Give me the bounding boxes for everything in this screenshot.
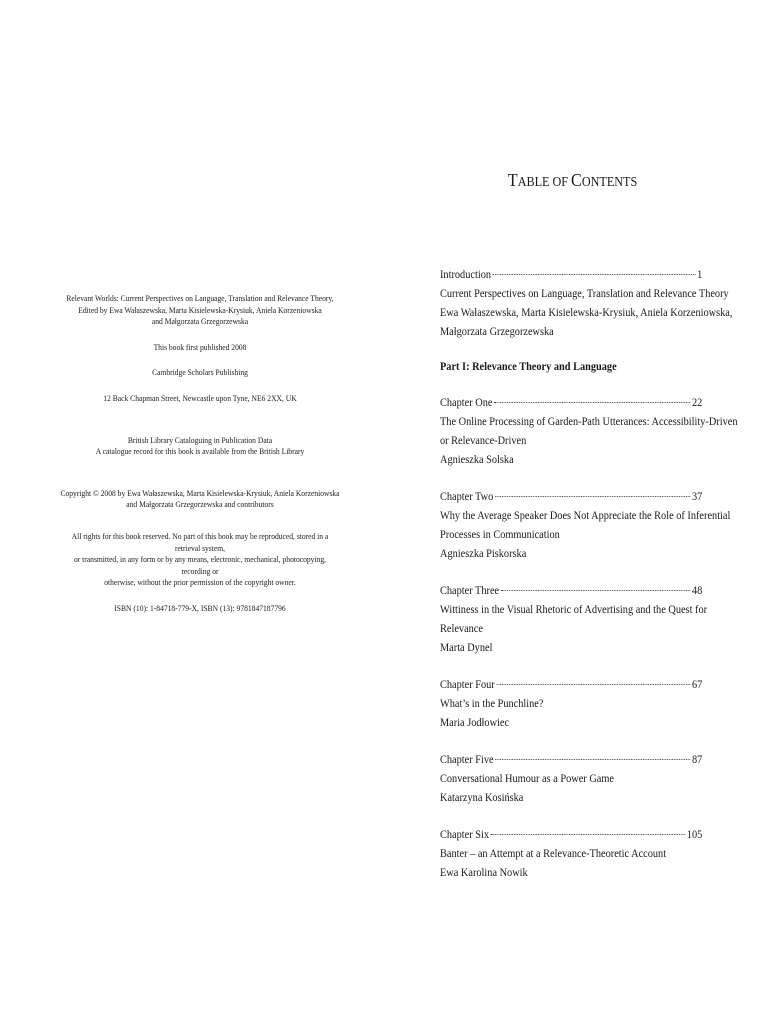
dot-leader xyxy=(501,590,690,591)
dot-leader xyxy=(493,274,696,275)
toc-entry-title: What’s in the Punchline? xyxy=(440,696,544,710)
first-published: This book first published 2008 xyxy=(153,341,247,352)
toc-page-number: 22 xyxy=(691,395,703,409)
toc-entry-title: Wittiness in the Visual Rhetoric of Advertising and the Quest for xyxy=(440,602,708,616)
toc-entry-author: Marta Dynel xyxy=(440,640,493,654)
toc-entry-label: Chapter Five xyxy=(440,752,494,766)
dot-leader xyxy=(491,834,685,835)
toc-entry-chapter[interactable] xyxy=(440,825,702,882)
cataloguing-line: British Library Cataloguing in Publication Data xyxy=(127,434,273,445)
toc-entry-title: Banter – an Attempt at a Relevance-Theoretic Account xyxy=(440,846,667,860)
toc-entry-title: Current Perspectives on Language, Translation and Relevance Theory xyxy=(440,286,729,300)
toc-entry-chapter[interactable] xyxy=(440,675,702,732)
toc-entry-label: Chapter Six xyxy=(440,827,490,841)
dot-leader xyxy=(495,759,690,760)
toc-entry-title: or Relevance-Driven xyxy=(440,433,527,447)
toc-entry-heading xyxy=(440,581,702,600)
toc-entry-heading xyxy=(440,750,702,769)
toc-entry-author: Maria Jodłowiec xyxy=(440,715,510,729)
toc-entry-label: Chapter Two xyxy=(440,489,494,503)
toc-page-number: 1 xyxy=(697,267,703,281)
toc-entry-chapter[interactable] xyxy=(440,581,708,657)
publisher-address: 12 Back Chapman Street, Newcastle upon Tyne, NE6 2XX, UK xyxy=(103,392,297,403)
toc-entry-label: Chapter One xyxy=(440,395,493,409)
toc-entry-introduction[interactable] xyxy=(440,265,733,341)
toc-entry-author: Agnieszka Piskorska xyxy=(440,546,527,560)
toc-entry-author: Ewa Karolina Nowik xyxy=(440,865,528,879)
toc-entry-author: Ewa Wałaszewska, Marta Kisielewska-Krysiuk, Aniela Korzeniowska, xyxy=(440,305,733,319)
toc-page-number: 87 xyxy=(691,752,703,766)
copyright-line: and Małgorzata Grzegorzewska and contributors xyxy=(126,499,274,510)
publisher: Cambridge Scholars Publishing xyxy=(152,367,248,378)
toc-entry-heading xyxy=(440,393,702,412)
rights-line: otherwise, without the prior permission of the copyright owner. xyxy=(104,577,296,588)
toc-page-number: 48 xyxy=(691,583,703,597)
toc-entry-title: Relevance xyxy=(440,621,483,635)
copyright-line: Copyright © 2008 by Ewa Wałaszewska, Marta Kisielewska-Krysiuk, Aniela Korzeniowska xyxy=(60,487,340,498)
toc-entry-title: Processes in Communication xyxy=(440,527,560,541)
toc-entry-heading xyxy=(440,265,702,284)
toc-entry-author: Małgorzata Grzegorzewska xyxy=(440,324,554,338)
page-title: TABLE OF CONTENTS xyxy=(507,170,638,190)
toc-page-number: 37 xyxy=(691,489,703,503)
part-heading: Part I: Relevance Theory and Language xyxy=(440,359,617,373)
toc-entry-heading xyxy=(440,487,702,506)
toc-entry-chapter[interactable] xyxy=(440,487,731,563)
book-title-line: and Małgorzata Grzegorzewska xyxy=(151,316,249,327)
rights-line: or transmitted, in any form or by any means, electronic, mechanical, photocopying, recording or xyxy=(73,554,327,576)
toc-entry-author: Agnieszka Solska xyxy=(440,452,514,466)
toc-entry-chapter[interactable] xyxy=(440,750,702,807)
toc-entry-author: Katarzyna Kosińska xyxy=(440,790,524,804)
toc-entry-heading xyxy=(440,825,702,844)
table-of-contents-page xyxy=(440,170,738,882)
rights-line: All rights for this book reserved. No part of this book may be reproduced, stored in a retrieval system, xyxy=(71,530,329,553)
toc-entry-label: Introduction xyxy=(440,267,492,281)
toc-entry-label: Chapter Three xyxy=(440,583,500,597)
toc-entry-heading xyxy=(440,675,702,694)
dot-leader xyxy=(495,496,690,497)
dot-leader xyxy=(494,402,690,403)
book-title-line: Edited by Ewa Wałaszewska, Marta Kisielewska-Krysiuk, Aniela Korzeniowska xyxy=(78,304,322,315)
toc-page-number: 67 xyxy=(691,677,703,691)
toc-page-number: 105 xyxy=(686,827,703,841)
chapter-list xyxy=(440,393,738,882)
toc-entry-title: Why the Average Speaker Does Not Appreciate the Role of Inferential xyxy=(440,508,731,522)
book-title-line: Relevant Worlds: Current Perspectives on Language, Translation and Relevance Theory, xyxy=(66,293,334,303)
toc-entry-title: Conversational Humour as a Power Game xyxy=(440,771,614,785)
isbn: ISBN (10): 1-84718-779-X, ISBN (13): 9781847187796 xyxy=(114,602,286,613)
toc-entry-label: Chapter Four xyxy=(440,677,495,691)
dot-leader xyxy=(496,684,690,685)
cataloguing-line: A catalogue record for this book is available from the British Library xyxy=(95,446,305,457)
toc-entry-title: The Online Processing of Garden-Path Utterances: Accessibility-Driven xyxy=(440,414,738,428)
toc-entry-chapter[interactable] xyxy=(440,393,738,469)
copyright-page xyxy=(59,293,341,615)
